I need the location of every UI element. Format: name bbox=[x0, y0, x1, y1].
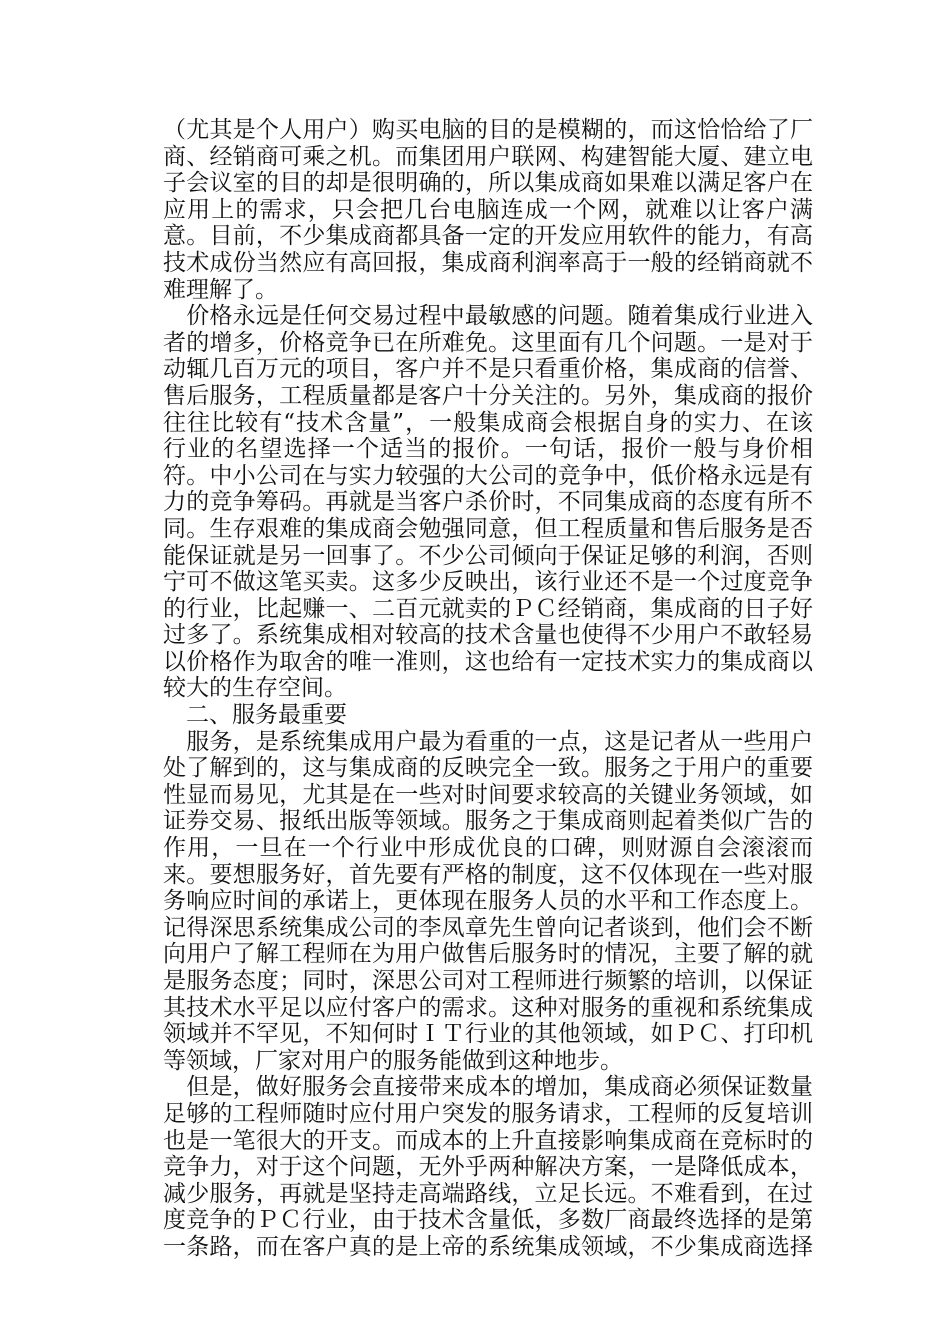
text-line: 服务，是系统集成用户最为看重的一点，这是记者从一些用户 bbox=[163, 728, 813, 755]
text-line: 商、经销商可乘之机。而集团用户联网、构建智能大厦、建立电 bbox=[163, 143, 813, 170]
text-line: 足够的工程师随时应付用户突发的服务请求，工程师的反复培训 bbox=[163, 1100, 813, 1127]
text-line: 技术成份当然应有高回报，集成商利润率高于一般的经销商就不 bbox=[163, 249, 813, 276]
text-line: 应用上的需求，只会把几台电脑连成一个网，就难以让客户满 bbox=[163, 196, 813, 223]
text-line: 意。目前，不少集成商都具备一定的开发应用软件的能力，有高 bbox=[163, 223, 813, 250]
text-line: 作用，一旦在一个行业中形成优良的口碑，则财源自会滚滚而 bbox=[163, 835, 813, 862]
text-line: 往往比较有“技术含量”，一般集成商会根据自身的实力、在该 bbox=[163, 409, 813, 436]
text-line: 行业的名望选择一个适当的报价。一句话，报价一般与身价相 bbox=[163, 436, 813, 463]
text-line: 性显而易见，尤其是在一些对时间要求较高的关键业务领域，如 bbox=[163, 781, 813, 808]
text-line: 一条路，而在客户真的是上帝的系统集成领域，不少集成商选择 bbox=[163, 1233, 813, 1260]
text-line: 的行业，比起赚一、二百元就卖的ＰＣ经销商，集成商的日子好 bbox=[163, 595, 813, 622]
text-line: 力的竞争筹码。再就是当客户杀价时，不同集成商的态度有所不 bbox=[163, 489, 813, 516]
text-line: 务响应时间的承诺上，更体现在服务人员的水平和工作态度上。 bbox=[163, 888, 813, 915]
text-line: 度竞争的ＰＣ行业，由于技术含量低，多数厂商最终选择的是第 bbox=[163, 1207, 813, 1234]
text-line: 以价格作为取舍的唯一准则，这也给有一定技术实力的集成商以 bbox=[163, 648, 813, 675]
text-line: 子会议室的目的却是很明确的，所以集成商如果难以满足客户在 bbox=[163, 170, 813, 197]
body-text bbox=[163, 117, 813, 1261]
text-line: 是服务态度；同时，深思公司对工程师进行频繁的培训，以保证 bbox=[163, 968, 813, 994]
text-line: 但是，做好服务会直接带来成本的增加，集成商必须保证数量 bbox=[163, 1074, 813, 1101]
text-line: 证券交易、报纸出版等领域。服务之于集成商则起着类似广告的 bbox=[163, 808, 813, 835]
text-line: 过多了。系统集成相对较高的技术含量也使得不少用户不敢轻易 bbox=[163, 622, 813, 649]
text-line: 者的增多，价格竞争已在所难免。这里面有几个问题。一是对于 bbox=[163, 329, 813, 356]
text-line: （尤其是个人用户）购买电脑的目的是模糊的，而这恰恰给了厂 bbox=[163, 117, 813, 143]
text-line: 价格永远是任何交易过程中最敏感的问题。随着集成行业进入 bbox=[163, 303, 813, 330]
text-line: 也是一笔很大的开支。而成本的上升直接影响集成商在竞标时的 bbox=[163, 1127, 813, 1154]
text-line: 宁可不做这笔买卖。这多少反映出，该行业还不是一个过度竞争 bbox=[163, 569, 813, 596]
text-line: 售后服务，工程质量都是客户十分关注的。另外，集成商的报价 bbox=[163, 382, 813, 409]
section-heading: 二、服务最重要 bbox=[163, 702, 347, 729]
text-line: 较大的生存空间。 bbox=[163, 675, 347, 702]
text-line: 等领域，厂家对用户的服务能做到这种地步。 bbox=[163, 1047, 623, 1074]
text-line: 减少服务，再就是坚持走高端路线，立足长远。不难看到，在过 bbox=[163, 1180, 813, 1207]
text-line: 来。要想服务好，首先要有严格的制度，这不仅体现在一些对服 bbox=[163, 861, 813, 888]
text-line: 向用户了解工程师在为用户做售后服务时的情况，主要了解的就 bbox=[163, 941, 813, 968]
text-line: 难理解了。 bbox=[163, 276, 278, 303]
text-line: 动辄几百万元的项目，客户并不是只看重价格，集成商的信誉、 bbox=[163, 356, 813, 383]
text-line: 其技术水平足以应付客户的需求。这种对服务的重视和系统集成 bbox=[163, 994, 813, 1021]
text-line: 处了解到的，这与集成商的反映完全一致。服务之于用户的重要 bbox=[163, 755, 813, 782]
text-line: 领域并不罕见，不知何时ＩＴ行业的其他领域，如ＰＣ、打印机 bbox=[163, 1021, 813, 1048]
text-line: 记得深思系统集成公司的李凤章先生曾向记者谈到，他们会不断 bbox=[163, 914, 813, 941]
text-line: 能保证就是另一回事了。不少公司倾向于保证足够的利润，否则 bbox=[163, 542, 813, 569]
text-line: 竞争力，对于这个问题，无外乎两种解决方案，一是降低成本， bbox=[163, 1154, 813, 1181]
text-line: 符。中小公司在与实力较强的大公司的竞争中，低价格永远是有 bbox=[163, 462, 813, 489]
text-line: 同。生存艰难的集成商会勉强同意，但工程质量和售后服务是否 bbox=[163, 515, 813, 542]
